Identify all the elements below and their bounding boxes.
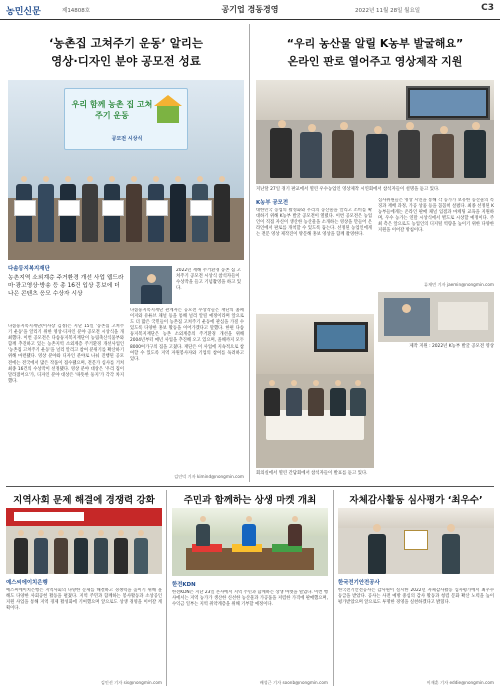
story1-headline-line1: ‘농촌집 고쳐주기 운동’ 알리는 (48, 36, 204, 50)
story1-headline (8, 36, 244, 69)
story2-photo-top (256, 80, 494, 184)
bottom-story1-sign: 김인선 기자 sis@nongmin.com (100, 680, 162, 685)
story2-photo2-caption: 제작 지원 : 2022년 K농부 발굴 공모전 영상 (409, 344, 494, 349)
page-number: C3 (481, 3, 494, 13)
event-banner (64, 88, 188, 150)
bottom-story1-body: 예스씨에이치은행은 지역사회의 다양한 문제를 해결하고 경쟁력을 높이기 위해 올해도 다양한 사회공헌 활동을 펼쳤다. 지역 주민과 함께하는 봉사활동과 소상공인 지원 사업을 통해 지역 경제 활성화에 기여했으며 앞으로도 상생 경영을 이어갈 계획이다. (6, 588, 162, 612)
story1-photo (8, 80, 244, 260)
column-divider (249, 24, 250, 482)
bottom-story1-byline: 예스씨에이치은행 (6, 580, 48, 586)
story1-body-col2: 다솜둥지복지재단 관계자는 공모전 수상작들은 재단의 홈페이지와 유튜브 채널 등을 통해 널리 알릴 예정이라며 앞으로도 더 많은 국민들이 농촌집 고쳐주기 운동에 관심을 가질 수 있도록 다양한 홍보 활동을 이어가겠다고 말했다. 한편 다솜둥지복지재단은 농촌 소외계층의 주거환경 개선을 위해 2004년부터 매년 사업을 추진해 오고 있으며, 올해까지 모두 8000여가구의 집을 고쳤다. 재단은 이 사업에 지속적으로 참여할 수 있도록 지역 자원봉사자와 기업의 참여를 독려하고 있다. (130, 308, 244, 362)
story2-photo-mid (378, 292, 494, 342)
story2-photo-bottom-caption: 회의실에서 열린 간담회에서 참석자들이 발표를 듣고 있다. (256, 471, 368, 476)
newspaper-logo: 농민신문 (6, 7, 41, 17)
story1-inset-photo (130, 266, 172, 304)
story2-headline-line1: “우리 농산물 알릴 K농부 발굴해요” (286, 37, 464, 50)
house-icon (157, 105, 179, 123)
story2-photo-bottom (256, 314, 374, 468)
house-roof-icon (154, 95, 182, 106)
bottom-story3-body: 한국전기안전공사는 감사원이 실시한 2022년 자체감사활동 심사평가에서 최우수 등급을 받았다. 공사는 사전 예방 중심의 감사 활동과 청렴 문화 확산 노력을 높이 평가받았으며 앞으로도 투명한 경영을 실천하겠다고 밝혔다. (338, 588, 494, 606)
bottom-divider-1 (166, 490, 167, 686)
story2-headline (256, 36, 494, 69)
bottom-story3-sign: 이재훈 기자 eddie@nongmin.com (426, 680, 494, 685)
issue-number: 제14808호 (62, 8, 91, 14)
story1-sign: 김인덕 기자 kimind@nongmin.com (174, 474, 244, 479)
story2-body-col1: 대한민국 농업의 활성화와 우리의 농산물을 알리고 소비를 확대하기 위해 K농부 발굴 공모전이 열렸다. 이번 공모전은 농업인이 직접 자신이 생산한 농산물을 소개하는 영상을 만들어 온라인에서 판로를 개척할 수 있도록 돕는다. 선정된 농업인에게는 전문 영상 제작진이 방문해 홍보 영상을 함께 촬영한다. (256, 208, 372, 238)
section-rule (6, 486, 494, 487)
story1-lead: 농촌지역 소외계층 주거환경 개선 사업 웹드라마·광고영상·방송 등 총 16건 입상 홍보에 더 나은 콘텐츠 응모 수상자 시상 (8, 275, 124, 297)
bottom-story1-photo (6, 508, 162, 574)
masthead (0, 0, 500, 20)
banner-title: 우리 함께 농촌 집 고쳐주기 운동 (71, 100, 153, 120)
bottom-story2-byline: 한전KDN (172, 582, 196, 588)
story2-sign: 류재민 기자 jaemin@nongmin.com (424, 282, 494, 287)
publish-date: 2022년 11월 28일 월요일 (355, 8, 421, 14)
story2-body-col2: 심사위원들은 영상 시연을 통해 각 농가가 보유한 농산물의 특징과 재배 과정, 가공 상품 등을 꼼꼼히 살폈다. 최종 선정된 K농부들에게는 온라인 판매 채널 입점과 마케팅 교육을 지원하며, 우수 농가는 연말 시상식에서 별도로 시상할 예정이다. 주최 측은 앞으로도 농업인의 디지털 역량을 높이기 위한 다양한 지원을 이어갈 방침이다. (378, 198, 494, 234)
story2-photo-top-caption: 지난달 27일 경기 판교에서 열린 우수농업인 영상제작 시연회에서 참석자들이 설명을 듣고 있다. (256, 187, 440, 192)
section-title: 공기업 경동경영 (221, 5, 279, 14)
bottom-story1-headline: 지역사회 문제 해결에 경쟁력 강화 (13, 495, 155, 506)
bottom-story2-sign: 배성근 기자 soonb@nongmin.com (259, 680, 328, 685)
bottom-story2-body: 한전KDN은 지난 23일 본사에서 지역 주민과 함께하는 상생 마켓을 열었다. 이번 행사에서는 지역 농가가 생산한 신선한 농산물과 가공품을 저렴한 가격에 판매했으며, 수익금 일부는 지역 취약계층을 위해 기부할 예정이다. (172, 590, 328, 608)
bottom-story3-byline: 한국전기안전공사 (338, 580, 380, 586)
story2-headline-line2: 온라인 판로 열어주고 영상제작 지원 (287, 55, 463, 68)
bottom-story2-headline: 주민과 함께하는 상생 마켓 개최 (183, 495, 317, 506)
story1-headline-line2: 영상·디자인 분야 공모전 성료 (51, 54, 201, 68)
award-plaque (404, 530, 428, 550)
banner-subtitle: 공모전 시상식 (111, 136, 143, 142)
bottom-story2-photo (172, 508, 328, 576)
bottom-story3-headline: 자체감사활동 심사평가 ‘최우수’ (349, 495, 483, 506)
story2-byline: K농부 공모전 (256, 200, 289, 206)
story1-byline: 다솜둥지복지재단 (8, 266, 50, 272)
story1-body-col1: 다솜둥지복지재단(이사장 김정)은 지난 15일 '농촌집 고쳐주기 운동'을 알리기 위한 영상·디자인 분야 공모전 시상식을 개최했다. 이번 공모전은 다솜둥지복지재단이 농림축산식품부와 함께 추진하고 있는 농촌지역 소외계층 주거환경 개선사업인 '농촌집 고쳐주기 운동'을 널리 알리고 참여 분위기를 확산하기 위해 마련됐다. 영상 분야와 디자인 분야로 나눠 진행된 공모전에는 전국에서 많은 작품이 접수됐으며, 전문가 심사를 거쳐 최종 16건의 수상작이 선정됐다. 영상 분야 대상은 '우리 집이 달라졌어요'가, 디자인 분야 대상은 '따뜻한 둥지'가 각각 차지했다. (8, 324, 124, 384)
story1-photo-caption: 2022년 재해 주거환경 농촌 집 고쳐주기 공모전 시상식 참석자들이 수상작을 들고 기념촬영을 하고 있다. (176, 268, 241, 291)
bottom-story3-photo (338, 508, 494, 574)
bottom-divider-2 (333, 490, 334, 686)
